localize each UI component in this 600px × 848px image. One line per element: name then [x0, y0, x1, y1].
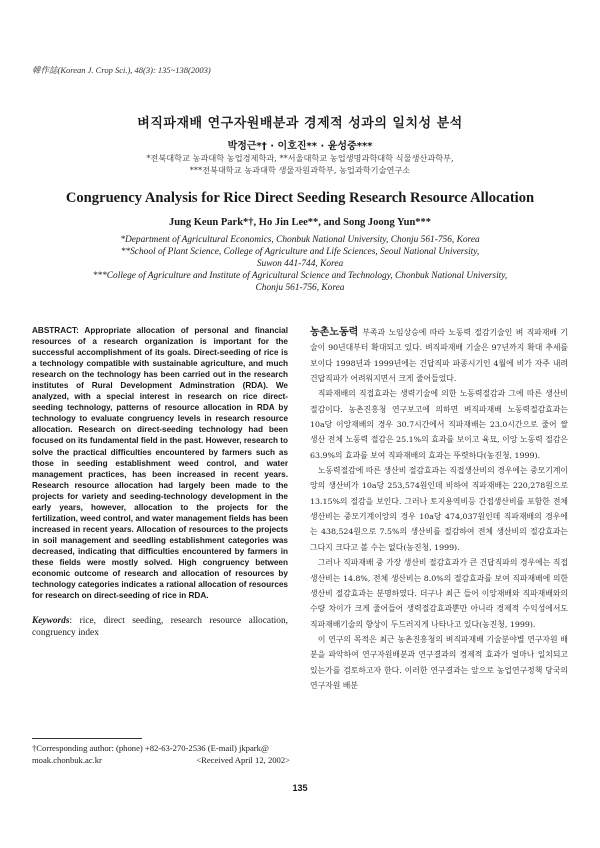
footnote-divider [32, 738, 142, 739]
body-paragraph: 노동력절감에 따른 생산비 절감효과는 직접생산비의 경우에는 중모기계이앙의 생산비가 10a당 253,574원인데 비하여 직파재배는 220,278원으로 13.15%의 절감을 보인다. 그러나 토지용역비등 간접생산비를 포함한 전체 생산비는 중모기계이앙의 경우 10a당 474,037원인데 직파재배의 경우에는 438,524원으로 7.5%의 생산비를 절감하여 전체 생산비의 절감효과는 그다지 크다고 볼 수는 없다(농진청, 1999). [310, 466, 568, 552]
english-affiliation-line: **School of Plant Science, College of Agriculture and Life Sciences, Seoul National University, [120, 247, 480, 257]
left-column [32, 325, 288, 639]
english-affiliation-line: *Department of Agricultural Economics, Chonbuk National University, Chonju 561-756, Korea [120, 235, 480, 245]
korean-affiliation-line: ***전북대학교 농과대학 생물자원과학부, 농업과학기술연구소 [189, 164, 411, 175]
received-date: <Received April 12, 2002> [196, 754, 290, 765]
korean-affiliation-line: *전북대학교 농과대학 농업경제학과, **서울대학교 농업생명과학대학 식물생산과학부, [146, 153, 454, 163]
keywords-text: : rice, direct seeding, research resource allocation, congruency index [32, 616, 288, 639]
page-number: 135 [292, 783, 308, 793]
english-affiliations [40, 234, 560, 294]
footnote-email-domain: moak.chonbuk.ac.kr [32, 754, 102, 765]
english-affiliation-line: ***College of Agriculture and Institute of Agricultural Science and Technology, Chonbuk National University, [92, 271, 508, 281]
paragraph-text: 부족과 노임상승에 따라 노동력 절감기술인 벼 직파재배 기술이 90년대부터 확대되고 있다. 벼직파재배 기술은 97년까지 확대 추세를 보이다 1998년과 1999년에는 건답직파 파종시기인 4월에 비가 자주 내려 건답직파가 어려워지면서 크게 줄어들었다. [310, 328, 568, 384]
journal-citation: 韓作誌(Korean J. Crop Sci.), 48(3): 135~138(2003) [32, 65, 211, 75]
english-authors: Jung Keun Park*†, Ho Jin Lee**, and Song Joong Yun*** [168, 217, 432, 228]
korean-affiliations [0, 153, 600, 176]
abstract: ABSTRACT: Appropriate allocation of personal and financial resources of a research organization is important for the successful accomplishment of its goals. Direct-seeding of rice is a technology compatible with sustainable agriculture, and much research on the technology has been carried out in the research institutes of Rural Development Adminstration (RDA). We analyzed, with a special interest in research on rice direct-seeding technology, patterns of resource allocation in RDA by technology to evaluate congruency levels in research resource allocation. Research on direct-seeding technology had been focused on its fundamental field in the past. However, research to solve the practical difficulties encountered by farmers such as those in seeding establishment weed control, and water management practices, has been increased in recent years. Research resource allocation had largely been made to the projects for variety and seeding-technology development in the early years, however, allocation to the projects for the fertilization, weed control, and water management fields has been increased in recent years. Allocation of resources to the projects in soil management and seedling establishment categories was decreased, indicating that difficulties encountered by farmers in these fields were mostly solved. High congruency between economic outcome of research and allocation of resources by technology categories indicates a rational allocation of resources for research on direct-seeding of rice in RDA. [32, 326, 288, 601]
korean-authors: 박정근*† · 이호진** · 윤성중*** [227, 141, 373, 152]
keywords [32, 615, 288, 639]
english-title: Congruency Analysis for Rice Direct Seeding Research Resource Allocation [65, 190, 535, 206]
body-paragraph: 이 연구의 목적은 최근 농촌진흥청의 벼직파재배 기술분야별 연구자원 배분을 파악하여 연구자원배분과 연구결과의 경제적 효과가 얼마나 일치되고 있는가를 검토하고자 한다. 이러한 연구결과는 앞으로 농업연구정책 당국의 연구자원 배분 [310, 634, 568, 690]
footnote-line: †Corresponding author: (phone) +82-63-270-2536 (E-mail) jkpark@ [32, 743, 269, 753]
body-paragraph: 직파재배의 직접효과는 생력기술에 의한 노동력절감과 그에 따른 생산비 절감이다. 농촌진흥청 연구보고에 의하면 벼직파재배 노동력절감효과는 10a당 이앙재배의 경우 30.7시간에서 직파재배는 23.0시간으로 줄어 쌀 생산 전체 노동력 절감은 25.1%의 효과를 보이고 육묘, 이앙 노동력 절감은 63.9%의 효과를 보여 직파재배의 효과는 뚜렷하다(농진청, 1999). [310, 389, 568, 460]
body-paragraph: 그러나 직파재배 중 가장 생산비 절감효과가 큰 건답직파의 경우에는 직접생산비는 14.8%, 전체 생산비는 8.0%의 절감효과를 보여 직파재배에 의한 생산비 절감효과는 분명하였다. 더구나 최근 들어 이앙재배와 직파재배와의 수량 차이가 크게 줄어들어 생력절감효과뿐만 아니라 경제적 수익성에서도 직파재배기술의 향상이 두드러지게 나타나고 있다(농진청, 1999). [310, 558, 568, 629]
keywords-label: Keywords [32, 616, 70, 627]
english-affiliation-line: Chonju 561-756, Korea [255, 283, 345, 293]
corresponding-author-footnote [32, 743, 290, 766]
body-paragraph [310, 325, 568, 386]
section-heading: 농촌노동력 [310, 327, 359, 338]
english-affiliation-line: Suwon 441-744, Korea [256, 259, 344, 269]
korean-title: 벼직파재배 연구자원배분과 경제적 성과의 일치성 분석 [137, 116, 463, 131]
right-column [310, 325, 568, 693]
